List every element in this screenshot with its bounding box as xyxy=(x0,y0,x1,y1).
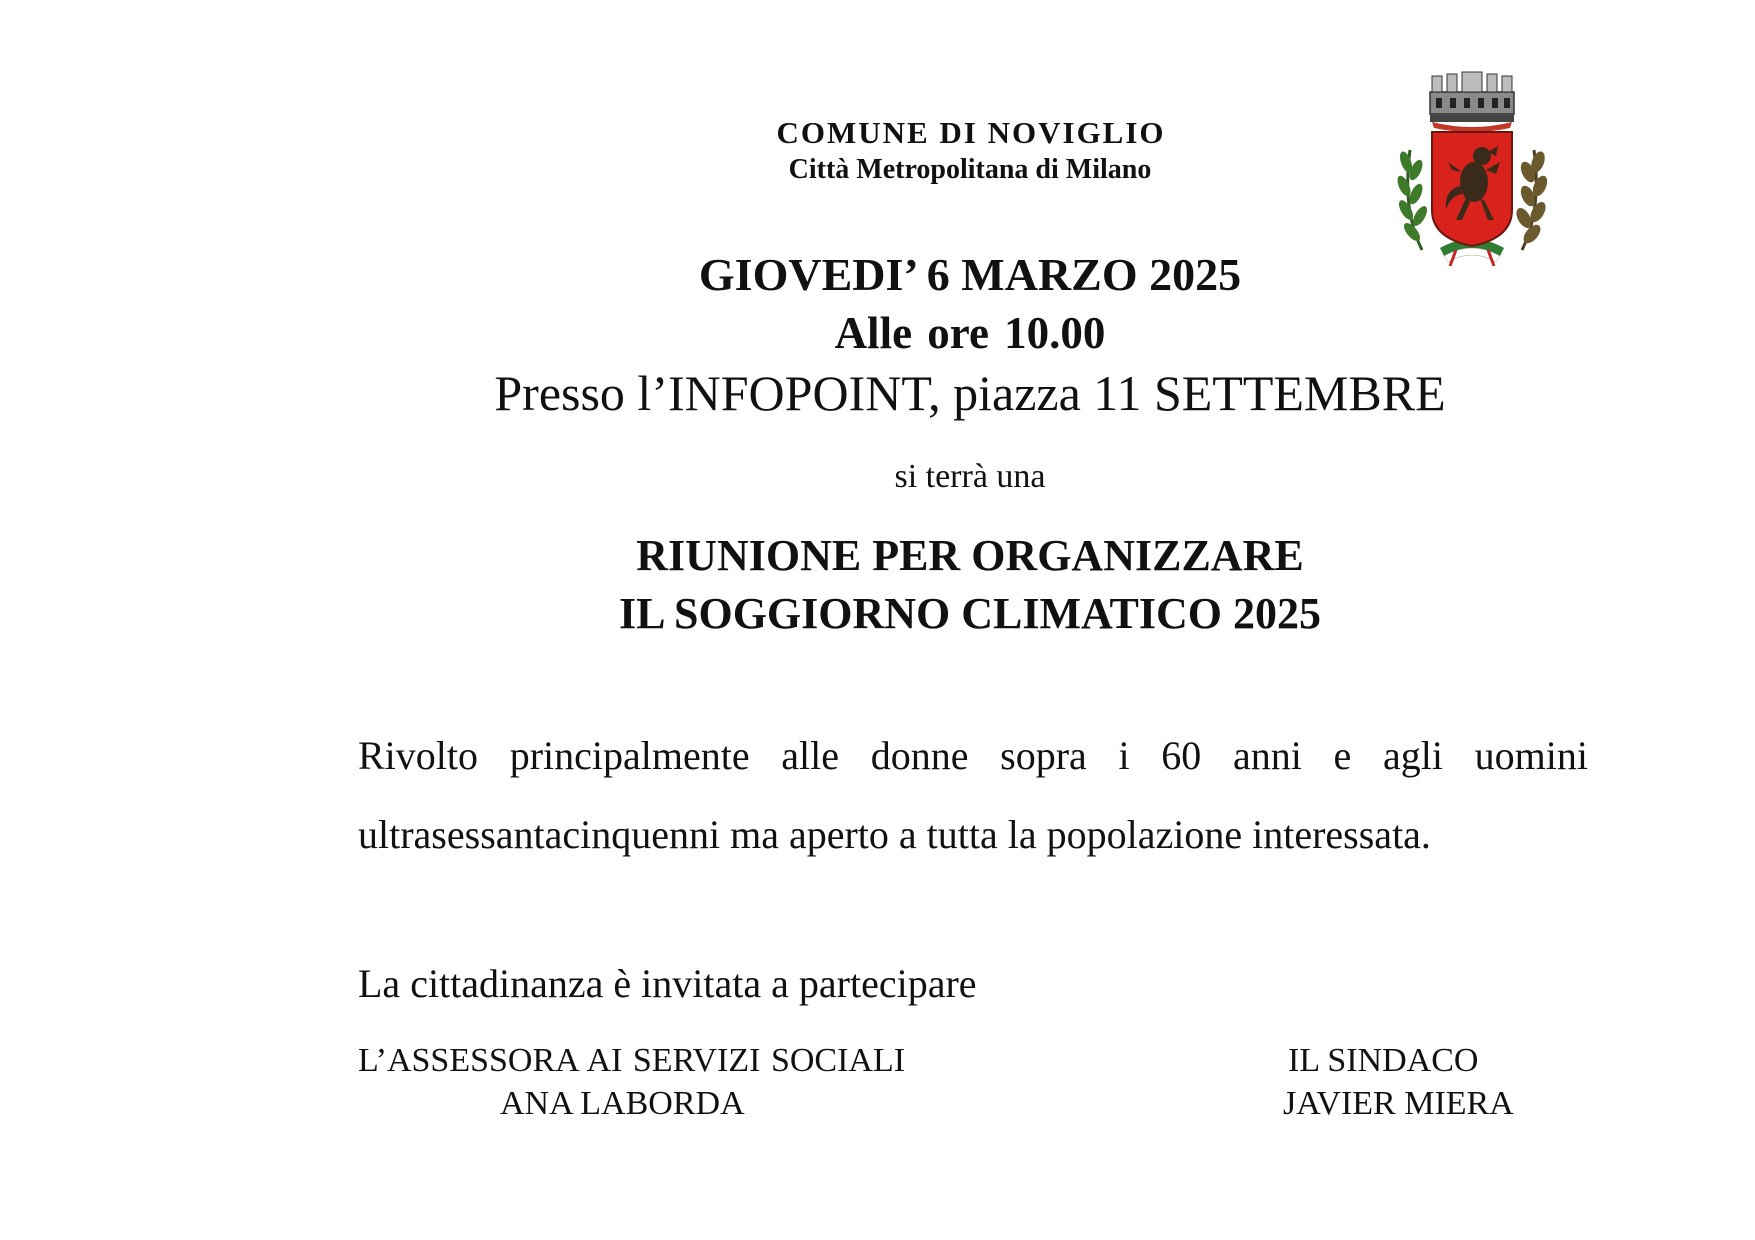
laurel-branch-icon xyxy=(1395,150,1430,250)
assessor-name: ANA LABORDA xyxy=(500,1085,745,1122)
assessor-role: L’ASSESSORA AI SERVIZI SOCIALI xyxy=(358,1042,906,1079)
mayor-name: JAVIER MIERA xyxy=(1283,1085,1514,1122)
metro-area-name: Città Metropolitana di Milano xyxy=(788,154,1152,185)
event-title-line-2: IL SOGGIORNO CLIMATICO 2025 xyxy=(618,589,1322,638)
shield-icon xyxy=(1432,132,1512,246)
mayor-role: IL SINDACO xyxy=(1288,1042,1479,1079)
municipality-name: COMUNE DI NOVIGLIO xyxy=(776,115,1166,150)
crown-icon xyxy=(1430,72,1514,132)
event-time: Alle ore 10.00 xyxy=(834,308,1106,358)
event-description: Rivolto principalmente alle donne sopra i 60 anni e agli uomini ultrasessantacinquenni ma aperto a tutta la popolazione interessata. xyxy=(358,733,1588,857)
event-intro: si terrà una xyxy=(894,458,1046,495)
event-title-line-1: RIUNIONE PER ORGANIZZARE xyxy=(636,531,1304,580)
event-date: GIOVEDI’ 6 MARZO 2025 xyxy=(698,249,1242,300)
event-place: Presso l’INFOPOINT, piazza 11 SETTEMBRE xyxy=(494,365,1446,421)
oak-branch-icon xyxy=(1513,150,1550,250)
municipal-coat-of-arms-icon xyxy=(1392,70,1552,266)
invitation-text: La cittadinanza è invitata a partecipare xyxy=(358,961,977,1006)
